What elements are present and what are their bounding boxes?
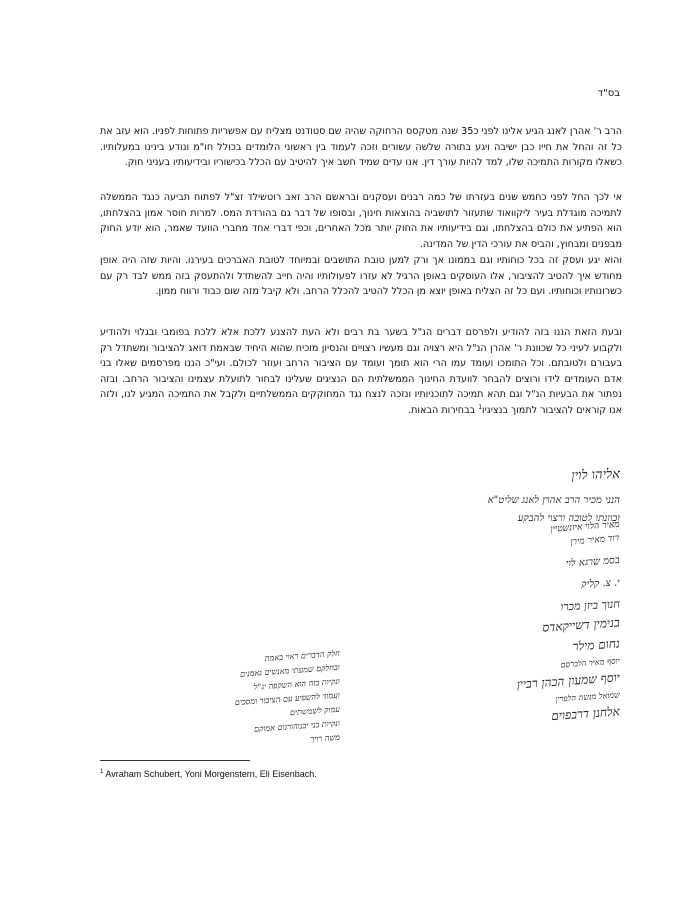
- signature-line: י. צ. קליק: [580, 577, 621, 591]
- signature-line: ובחלקם שמעתי מאנשים נאמנים: [239, 662, 341, 679]
- paragraph-2: אי לכך החל לפני כחמש שנים בעזרתו של כמה רבנים ועסקנים ובראשם הרב זאב רוטשילד זצ"ל לפתוח תביעה כנגד הממשלה לתמיכה מוגדלת בעיר ליקוואוד שתעזור לתושביה בהוצאות חינוך, ובסופו של דבר גם בהורדת המס. למרות חוסר אמון בהצלחתו, הוא הפתיע את כולם בהצלחתו, וגם בידיעותיו את החוק יותר מכל האחרים, וכפי דברי אחד מחברי הוועד שאמר, הוא יודע החוק מבפנים ומבחוץ, והביס את עורכי הדין של המדינה.: [100, 192, 622, 250]
- signature-line: וכוונתו לטובה ורצוי להבקע: [517, 513, 620, 524]
- signature-line: דוד מאיר מירן: [569, 533, 620, 548]
- signature-line: עמוק לשמשתים: [289, 704, 341, 718]
- footnote: [100, 769, 500, 779]
- signature-line: משה רויך: [309, 732, 341, 744]
- footnote-divider: [100, 760, 250, 761]
- signature-line: שמואל מנשה הלפרין: [555, 690, 621, 704]
- signature-line: ועמוד להשפיע עם הציבור ומסכים: [234, 690, 341, 708]
- signature-block-right: [400, 615, 621, 730]
- signature-line: חנוך ביזן מכרו: [560, 597, 621, 614]
- signature-line: ונקיות בזה הוא השקפה יג"ל: [253, 676, 341, 692]
- signature-block-main: [330, 468, 620, 625]
- paragraph-4-end: בבחירות הבאות.: [408, 404, 479, 416]
- signature-line: יוסף שמעון הכהן רביין: [516, 670, 621, 692]
- footnote-reference: 1: [478, 403, 483, 411]
- signature-line: הנני מכיר הרב אהרן לאנג שליט"א: [487, 495, 620, 506]
- paragraph-4-text: ובעת הזאת הננו בזה להודיע ולפרסם דברים הנ"ל בשער בת רבים ולא העת להצנע ללכת אלא ללכת בפומבי ובגלוי ולהודיע ולקבוע לעיני כל שכוונת ר' אהרן הנ"ל היא רצויה וגם מעשיו רצויים והנסיון מוכיח שהוא היחיד שבאמת דואג להציבור ומשתדל רק בעבורם ולטובתם. וכל התומכו ועומד עמו הרי הוא תומך ועומד עם הציבור הרחב ועוזר לכולם. ועי"כ הננו מפרסמים שאלו בני אדם העומדים לידו ורוצים להבחר לוועדת החינוך הממשלתית הם הנציגים שעלינו לבחור לתועלת עצמינו והציבור הרחב. ובזה נפתור את הבעיות הנ"ל וגם תהא תמיכה לתוכניותיו ונזכה לנצח נגד המחוקקים הממשלתיים ולקבל את התמיכה המגיע לנו, ולזה אנו קוראים להציבור לתמוך בנציגיו: [100, 327, 622, 416]
- signature-line: אלחנן דרבפוים: [550, 704, 621, 724]
- paragraph-3: והוא יגע ועסק זה בכל כוחותיו וגם בממונו אך ורק למען טובת התושבים ובמיוחד לטובת האברכים בעירנו. והיות שזה היה אופן מחודש איך להטיב להציבור, אלו העוסקים באופן הרגיל לא עזרו לפעולותיו והיה חייב להשתדל ולהתעסק בזה ממש לבד רק עם כשרונותיו וכוחותיו. ועם כל זה הצליח באופן יוצא מן הכלל להטיב להכלל הרחב. ולא קיבל מזה שום כבוד ורווח ממון.: [100, 255, 622, 298]
- signature-line: חלק הדברים ראוי באמת: [264, 648, 341, 664]
- signature-line: בסמ שרגא לוי: [565, 554, 620, 570]
- signature-block-left: [190, 648, 341, 750]
- signature-line: אליהו לוין: [571, 466, 621, 484]
- signature-line: בנימין דשייקאדס: [541, 615, 621, 635]
- signature-line: ונקיות בני יבנוהורנום אמוקם: [253, 718, 341, 734]
- footnote-number: 1: [100, 769, 104, 775]
- footnote-text: Avraham Schubert, Yoni Morgenstern, Eli Eisenbach.: [105, 769, 317, 779]
- signature-line: מאיר הלוי איזנשטיין: [550, 519, 620, 535]
- signature-line: נחום מילר: [572, 636, 621, 654]
- signature-line: יוסף מאיר הלברסם: [560, 656, 621, 670]
- header-bsd: בס"ד: [597, 88, 620, 99]
- paragraph-4: [100, 325, 622, 419]
- paragraph-1: הרב ר' אהרן לאנג הגיע אלינו לפני כ35 שנה מטקסס הרחוקה שהיה שם סטודנט מצליח עם אפשריות פתוחות לפניו. הוא עזב את כל זה והחל את חייו כבן ישיבה ויגע בתורה שלשה עשורים וזכה לעמוד בין ראשוני הלומדים בכולל חו"מ ונודע בינינו במעלותיו. כשאלו מקורות התמיכה שלו, למד להיות עורך דין. אנו עדים שמיד חשב איך להיטיב עם הכלל בכישוריו ובידיעותיו בעניני חוק.: [100, 126, 622, 169]
